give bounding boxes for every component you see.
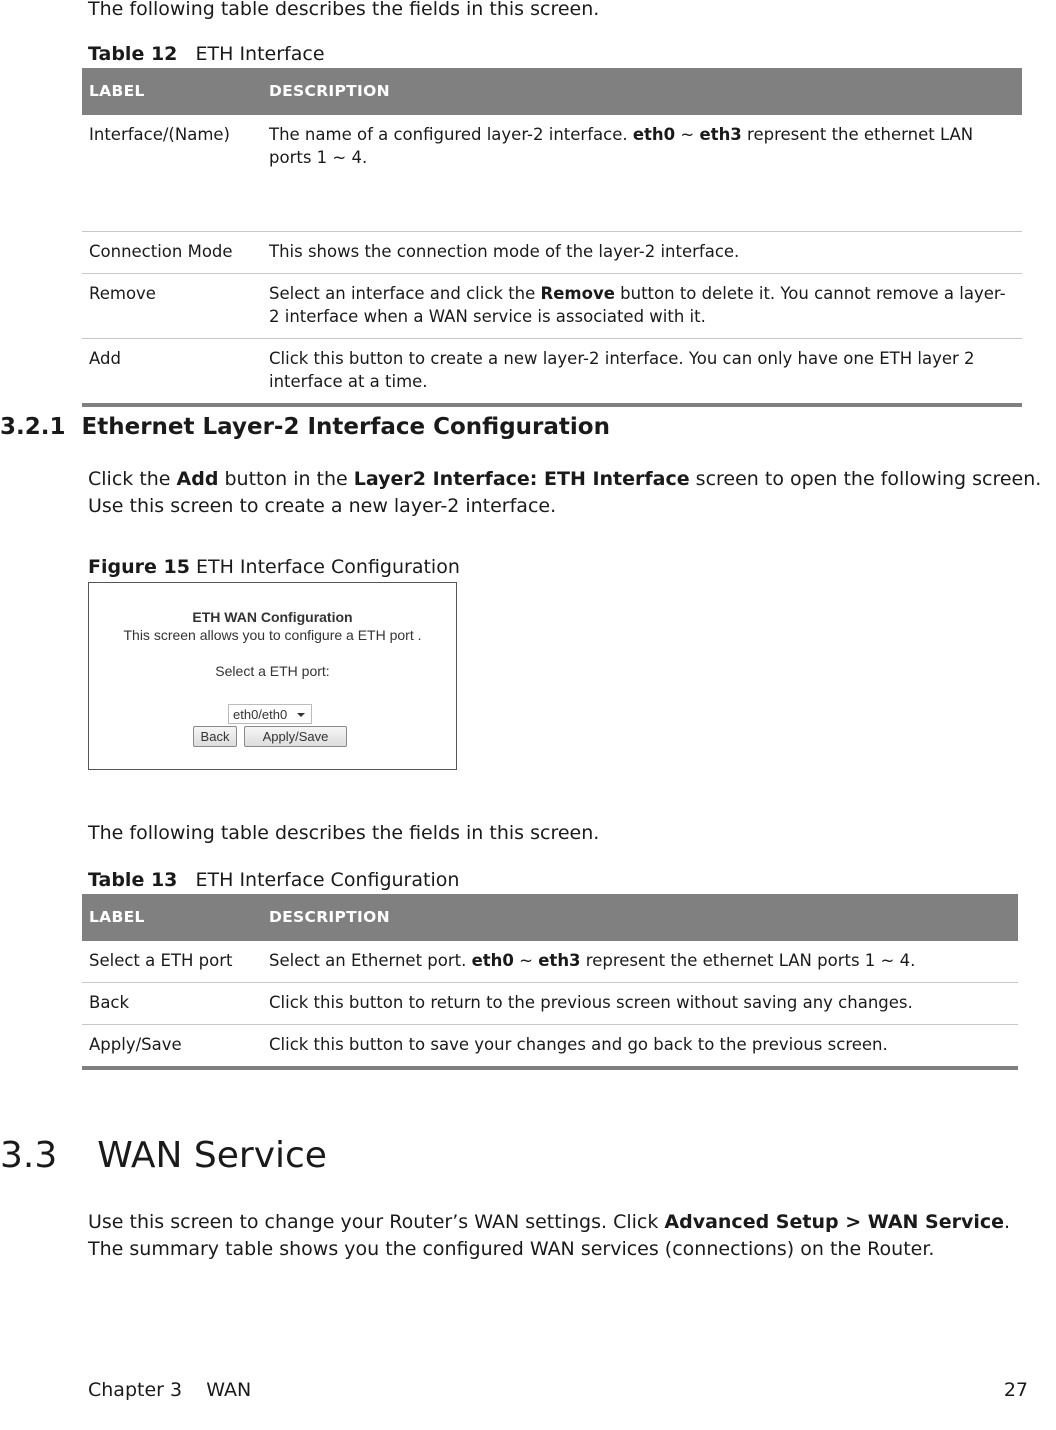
footer-chapter-title: WAN (206, 1379, 252, 1401)
footer-chapter-number: Chapter 3 (88, 1379, 183, 1401)
eth-wan-config-title: ETH WAN Configuration (192, 609, 353, 625)
table-row (82, 941, 1018, 983)
table-row (82, 983, 1018, 1025)
row-label: Interface/(Name) (82, 115, 262, 231)
table-13-title: ETH Interface Configuration (195, 869, 460, 891)
back-button[interactable]: Back (193, 726, 237, 747)
row-description: This shows the connection mode of the layer-2 interface. (262, 231, 1022, 273)
table-row (82, 1025, 1018, 1069)
row-description: Click this button to return to the previous screen without saving any changes. (262, 983, 1018, 1025)
row-label: Connection Mode (82, 231, 262, 273)
row-label: Select a ETH port (82, 941, 262, 983)
eth-wan-config-subtitle: This screen allows you to configure a ETH port . (123, 627, 422, 643)
header-label: LABEL (82, 894, 262, 941)
figure-15-number: Figure 15 (88, 556, 190, 578)
header-description: DESCRIPTION (262, 894, 1018, 941)
table-header-row (82, 894, 1018, 941)
section-3-2-1-paragraph: Click the Add button in the Layer2 Interface: ETH Interface screen to open the following screen. Use this screen to create a new layer-2 interface. (88, 468, 1042, 517)
apply-save-button[interactable]: Apply/Save (244, 726, 347, 747)
intro-text-1: The following table describes the fields in this screen. (88, 0, 600, 20)
section-3-3-heading (0, 1134, 327, 1178)
row-label: Back (82, 983, 262, 1025)
section-number: 3.2.1 (0, 414, 66, 440)
eth-port-label: Select a ETH port: (215, 663, 330, 679)
table-12 (82, 68, 1022, 407)
table-12-number: Table 12 (88, 43, 178, 65)
table-12-title: ETH Interface (195, 43, 325, 65)
row-description: Select an Ethernet port. eth0 ~ eth3 represent the ethernet LAN ports 1 ~ 4. (262, 941, 1018, 983)
intro-text-2: The following table describes the fields in this screen. (88, 822, 600, 844)
figure-15-caption (88, 555, 460, 579)
section-3-3-paragraph: Use this screen to change your Router’s WAN settings. Click Advanced Setup > WAN Service. The summary table shows you the configured WAN services (connections) on the Router. (88, 1211, 1011, 1260)
page-number: 27 (1003, 1379, 1028, 1401)
row-description: Click this button to create a new layer-2 interface. You can only have one ETH layer 2 interface at a time. (262, 338, 1022, 405)
row-description: The name of a configured layer-2 interface. eth0 ~ eth3 represent the ethernet LAN ports 1 ~ 4. (262, 115, 1022, 231)
header-description: DESCRIPTION (262, 68, 1022, 115)
footer-chapter (88, 1378, 251, 1402)
table-row (82, 273, 1022, 338)
table-13-caption (88, 868, 459, 892)
row-label: Remove (82, 273, 262, 338)
header-label: LABEL (82, 68, 262, 115)
section-title: Ethernet Layer-2 Interface Configuration (81, 414, 610, 440)
table-row (82, 231, 1022, 273)
eth-port-select-value: eth0/eth0 (233, 707, 288, 722)
table-12-caption (88, 42, 325, 66)
table-13 (82, 894, 1018, 1070)
table-header-row (82, 68, 1022, 115)
figure-15-title: ETH Interface Configuration (195, 556, 460, 578)
eth-port-select[interactable] (228, 704, 312, 724)
row-label: Add (82, 338, 262, 405)
row-description: Select an interface and click the Remove button to delete it. You cannot remove a layer-2 interface when a WAN service is associated with it. (262, 273, 1022, 338)
section-title: WAN Service (97, 1135, 327, 1176)
row-label: Apply/Save (82, 1025, 262, 1069)
table-row (82, 338, 1022, 405)
table-row (82, 115, 1022, 231)
table-13-number: Table 13 (88, 869, 178, 891)
figure-15-screenshot (88, 582, 457, 770)
chevron-down-icon (297, 713, 305, 717)
section-3-2-1-heading (0, 412, 610, 442)
row-description: Click this button to save your changes and go back to the previous screen. (262, 1025, 1018, 1069)
section-number: 3.3 (0, 1135, 58, 1176)
